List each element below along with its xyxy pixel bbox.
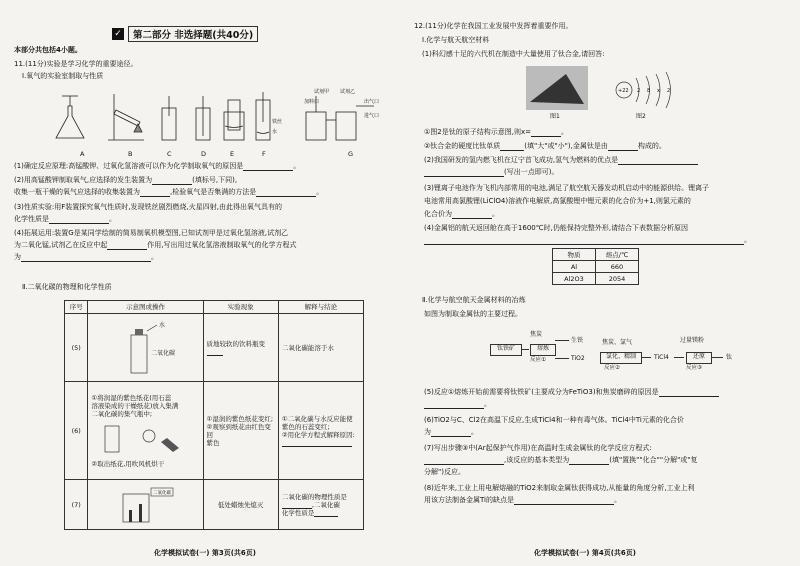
q12-1: (1)科幻感十足的六代机在制造中大量使用了钛合金,请回答:: [422, 50, 605, 58]
label-water: 水: [159, 321, 166, 329]
bottle-figure: [91, 317, 191, 377]
th-operation: 示意图或操作: [88, 301, 203, 314]
label-g: G: [348, 150, 354, 158]
section-header: [112, 26, 258, 42]
q12-part2: Ⅱ.化学与航空航天金属材料的冶炼: [422, 296, 526, 304]
q12-4-line: 。: [424, 236, 751, 245]
q12-1a: ①图2是钛的原子结构示意图,则x= 。: [424, 128, 568, 136]
label-b: B: [128, 150, 133, 158]
q12-1b: ②钛合金的硬度比钛单质 (填"大"或"小"),金属钛是由 构成的。: [424, 142, 666, 150]
q11-part2: Ⅱ.二氧化碳的物理和化学性质: [22, 283, 112, 291]
q12-2-cont: (写出一点即可)。: [424, 168, 558, 177]
table-row: [65, 382, 364, 480]
melting-point-table: [552, 248, 639, 285]
q11-4: (4)拓展运用:装置G是某同学绘制的简易制氧机模型图,已知试剂甲是过氧化氢溶液,试剂乙: [14, 229, 289, 237]
label-f: F: [262, 150, 266, 158]
flow-smelt: 熔炼: [530, 344, 556, 356]
f-label-water: 水: [272, 129, 278, 135]
q12-2: (2)我国研发的氢内燃飞机在辽宁首飞成功,氢气为燃料的优点是: [424, 156, 698, 165]
row-phen: 低处蜡烛先熄灭: [203, 480, 278, 530]
flow-ti: 钛: [726, 354, 733, 361]
shell-1: 2: [637, 88, 641, 94]
footer-left: 化学模拟试卷(一) 第3页(共6页): [154, 549, 256, 557]
q12-8-cont: 用该方法制备金属Ti的缺点是 。: [424, 496, 622, 504]
q11-2: (2)用高锰酸钾制取氧气,应选择的发生装置为 (填标号,下同),: [14, 176, 238, 184]
page-3: [4, 0, 396, 566]
q12-6-cont: 为 。: [424, 428, 478, 436]
fig1-aircraft: [526, 66, 588, 110]
mp-header-substance: 物质: [553, 249, 596, 261]
row-op: ①将润湿的紫色纸花(用石蕊 溶液染成的干燥纸花)放入集满 二氧化碳的集气瓶中; ②取出纸花,用吹风机烘干: [88, 382, 203, 480]
q11-3-cont: 化学性质是 。: [14, 215, 116, 223]
table-row: [65, 480, 364, 530]
flow-intro: 如图为制取金属钛的主要过程。: [424, 310, 522, 318]
flow-ore: 钛铁矿: [490, 344, 522, 356]
fig2-atom: [610, 70, 680, 110]
row-op: [88, 314, 203, 382]
g-label-gas-inlet: 进气口: [364, 113, 380, 119]
atom-nucleus: +22: [618, 88, 629, 94]
q12-4: (4)金属铝的航天返回舱在高于1600℃时,仍能保持完整外形,请结合下表数据分析原因: [424, 224, 689, 232]
flask-a: [56, 106, 84, 138]
table-row: Al 660: [553, 261, 639, 273]
label-d: D: [201, 150, 207, 158]
q12-3-cont: 电池常用高氯酸锂(LiClO4)溶液作电解质,高氯酸锂中锂元素的化合价为+1,则氯元素的: [424, 197, 691, 205]
flow-pig-iron: 生铁: [571, 337, 584, 344]
intro: 本部分共包括4小题。: [14, 46, 82, 54]
th-no: 序号: [65, 301, 88, 314]
q11-4-cont: 为二氧化锰,试剂乙在反应中起 作用,写出用过氧化氢溶液制取氧气的化学方程式: [14, 241, 297, 249]
row-concl: ①二氧化碳与水反应能使 紫色的石蕊变红; ②用化学方程式解释原因:: [278, 382, 363, 480]
g-label-outlet: 出气口: [364, 99, 380, 105]
flow-tio2: TiO2: [571, 355, 585, 362]
table-row: [65, 314, 364, 382]
label-e: E: [230, 150, 235, 158]
q11-3: (3)性质实验:用F装置探究氧气性质时,发现铁丝剧烈燃烧,火星四射,由此得出氧气具有的: [14, 203, 282, 211]
flow-reduce: 还原: [686, 352, 712, 364]
candle-figure: [91, 484, 191, 524]
fig1-caption: 图1: [550, 113, 560, 120]
row-concl: 二氧化碳能溶于水: [278, 314, 363, 382]
footer-right: 化学模拟试卷(一) 第4页(共6页): [534, 549, 636, 557]
flow-r3: 反应③: [686, 365, 702, 371]
table-row: Al2O3 2054: [553, 273, 639, 285]
q12-title: 12.(11分)化学在我国工业发展中发挥着重要作用。: [414, 22, 573, 30]
g-label-jia: 试剂甲: [314, 89, 330, 95]
flow-chlorination: 氯化、精制: [600, 352, 642, 364]
section-title: 第二部分 非选择题(共40分): [128, 26, 258, 42]
q11-title: 11.(11分)实验是学习化学的重要途径。: [14, 60, 138, 68]
q11-2-cont: 收集一瓶干燥的氧气应选择的收集装置为 ,检验氧气是否集满的方法是 。: [14, 188, 324, 196]
q12-3: (3)锂离子电池作为飞机内部常用的电池,满足了航空航天器发动机启动中的能源供给。锂离子: [424, 184, 710, 192]
flow-cl2: 焦炭、氯气: [602, 339, 633, 346]
flower-figure: [91, 418, 191, 458]
row-no: (5): [65, 314, 88, 382]
q12-5: (5)反应①熔炼开始前需要将钛铁矿(主要成分为FeTiO3)和焦炭磨碎的原因是: [424, 388, 719, 397]
row-no: (7): [65, 480, 88, 530]
g-label-yi: 试剂乙: [340, 89, 356, 95]
flow-r2: 反应②: [604, 365, 620, 371]
row-phen: ①湿润的紫色纸花变红; ②观察到纸花由红色变回 紫色: [203, 382, 278, 480]
row-phen: 质地较软的饮料瓶变: [203, 314, 278, 382]
f-label-iron: 铁丝: [272, 119, 283, 125]
shell-4: 2: [667, 88, 671, 94]
th-conclusion: 解释与结论: [278, 301, 363, 314]
q12-6: (6)TiO2与C、Cl2在高温下反应,生成TiCl4和一种有毒气体。TiCl4中Ti元素的化合价: [424, 416, 684, 424]
row-op: [88, 480, 203, 530]
flow-r1: 反应①: [530, 357, 546, 363]
q12-part1: Ⅰ.化学与航天航空材料: [422, 36, 490, 44]
flow-ticl4: TiCl4: [654, 354, 669, 361]
flow-coke: 焦炭: [530, 331, 543, 338]
q12-7: (7)写出步骤③中(Ar起保护气作用)在高温时生成金属钛的化学反应方程式:: [424, 444, 652, 452]
co2-experiment-table: [64, 300, 364, 530]
th-phenomenon: 实验现象: [203, 301, 278, 314]
page-4: [404, 0, 796, 566]
apparatus-figure: [44, 86, 384, 156]
mp-header-mp: 熔点/℃: [596, 249, 639, 261]
shell-3: x: [657, 88, 660, 94]
row-no: (6): [65, 382, 88, 480]
q12-5-line: 。: [424, 400, 491, 409]
flow-mg: 过量镁粉: [680, 337, 705, 344]
shell-2: 8: [647, 88, 651, 94]
label-co2: 二氧化碳: [151, 349, 176, 357]
label-a: A: [80, 150, 85, 158]
q12-7-end: 分解")反应。: [424, 468, 465, 476]
g-label-inlet: 加料口: [304, 99, 320, 105]
q12-8: (8)近年来,工业上用电解熔融的TiO2来制取金属钛获得成功,从能量的角度分析,工业上利: [424, 484, 695, 492]
row-concl: 二氧化碳的物理性质是 ,二氧化碳 化学性质是: [278, 480, 363, 530]
q11-1: (1)确定反应原理:高锰酸钾、过氧化氢溶液可以作为化学制取氧气的原因是 。: [14, 162, 301, 170]
q11-part1: Ⅰ.氧气的实验室制取与性质: [22, 72, 104, 80]
q11-4-end: 为 。: [14, 253, 158, 261]
fig2-caption: 图2: [636, 113, 646, 120]
check-icon: ✓: [112, 28, 124, 40]
label-co2: 二氧化碳: [153, 490, 172, 496]
label-c: C: [167, 150, 172, 158]
q12-7-cont: ,该反应的基本类型为 (填"置换""化合""分解"或"复: [424, 456, 698, 465]
q12-3-end: 化合价为 。: [424, 210, 499, 218]
